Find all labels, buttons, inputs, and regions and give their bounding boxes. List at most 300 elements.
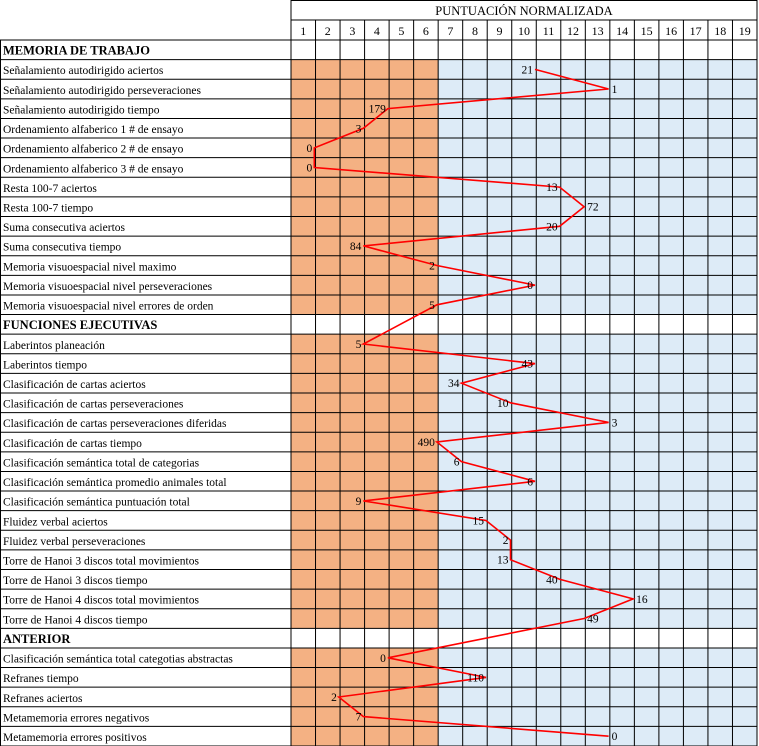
normal-band-cell xyxy=(512,99,537,119)
normal-band-cell xyxy=(512,393,537,413)
normal-band-cell xyxy=(610,570,635,590)
normal-band-cell xyxy=(708,452,733,472)
normal-band-cell xyxy=(487,452,512,472)
normal-band-cell xyxy=(708,236,733,256)
row-label: Memoria visuoespacial nivel errores de orden xyxy=(3,300,214,313)
low-band-cell xyxy=(389,726,414,746)
normal-band-cell xyxy=(487,177,512,197)
normal-band-cell xyxy=(561,373,586,393)
low-band-cell xyxy=(316,393,341,413)
normal-band-cell xyxy=(683,668,708,688)
normal-band-cell xyxy=(512,295,537,315)
normal-band-cell xyxy=(487,118,512,138)
score-value-label: 49 xyxy=(587,613,599,626)
normal-band-cell xyxy=(732,550,757,570)
row-label: Suma consecutiva tiempo xyxy=(3,241,122,254)
normal-band-cell xyxy=(634,373,659,393)
normal-band-cell xyxy=(610,138,635,158)
normal-band-cell xyxy=(732,275,757,295)
score-value-label: 16 xyxy=(636,593,648,606)
normal-band-cell xyxy=(634,334,659,354)
score-value-label: 110 xyxy=(467,672,484,685)
low-band-cell xyxy=(316,413,341,433)
low-band-cell xyxy=(291,256,316,276)
score-value-label: 0 xyxy=(527,280,534,293)
low-band-cell xyxy=(340,373,365,393)
normal-band-cell xyxy=(634,236,659,256)
low-band-cell xyxy=(316,373,341,393)
normal-band-cell xyxy=(585,177,610,197)
low-band-cell xyxy=(340,668,365,688)
normal-band-cell xyxy=(683,197,708,217)
low-band-cell xyxy=(414,570,439,590)
low-band-cell xyxy=(389,354,414,374)
normal-band-cell xyxy=(708,707,733,727)
normal-band-cell xyxy=(708,432,733,452)
normal-band-cell xyxy=(536,236,561,256)
normal-band-cell xyxy=(708,530,733,550)
low-band-cell xyxy=(365,118,390,138)
low-band-cell xyxy=(389,138,414,158)
normal-band-cell xyxy=(634,648,659,668)
row-label: Metamemoria errores positivos xyxy=(3,732,147,744)
normal-band-cell xyxy=(463,491,488,511)
score-value-label: 10 xyxy=(497,397,509,410)
row-label: Metamemoria errores negativos xyxy=(3,712,150,725)
low-band-cell xyxy=(389,609,414,629)
normal-band-cell xyxy=(659,256,684,276)
normal-band-cell xyxy=(536,158,561,178)
low-band-cell xyxy=(291,570,316,590)
normal-band-cell xyxy=(683,177,708,197)
x-tick-label: 6 xyxy=(422,24,429,38)
normal-band-cell xyxy=(438,648,463,668)
low-band-cell xyxy=(316,236,341,256)
score-value-label: 34 xyxy=(447,378,460,391)
normal-band-cell xyxy=(732,217,757,237)
row-label: Clasificación de cartas tiempo xyxy=(3,437,142,450)
normal-band-cell xyxy=(438,295,463,315)
low-band-cell xyxy=(316,511,341,531)
normal-band-cell xyxy=(512,491,537,511)
normal-band-cell xyxy=(659,99,684,119)
normal-band-cell xyxy=(634,570,659,590)
normal-band-cell xyxy=(463,236,488,256)
low-band-cell xyxy=(291,197,316,217)
low-band-cell xyxy=(340,393,365,413)
normal-band-cell xyxy=(536,707,561,727)
normal-band-cell xyxy=(512,177,537,197)
normal-band-cell xyxy=(732,452,757,472)
low-band-cell xyxy=(291,295,316,315)
normal-band-cell xyxy=(732,138,757,158)
normal-band-cell xyxy=(536,668,561,688)
low-band-cell xyxy=(389,236,414,256)
row-label: Señalamiento autodirigido aciertos xyxy=(3,65,164,78)
normal-band-cell xyxy=(634,687,659,707)
low-band-cell xyxy=(291,413,316,433)
normal-band-cell xyxy=(708,99,733,119)
low-band-cell xyxy=(340,177,365,197)
row-label: Clasificación semántica promedio animales total xyxy=(3,477,227,490)
normal-band-cell xyxy=(438,550,463,570)
normal-band-cell xyxy=(585,373,610,393)
normal-band-cell xyxy=(634,530,659,550)
normal-band-cell xyxy=(585,452,610,472)
normal-band-cell xyxy=(561,707,586,727)
low-band-cell xyxy=(316,138,341,158)
normal-band-cell xyxy=(634,707,659,727)
normal-band-cell xyxy=(561,589,586,609)
x-tick-label: 14 xyxy=(616,24,629,38)
normal-band-cell xyxy=(585,118,610,138)
low-band-cell xyxy=(340,471,365,491)
score-value-label: 2 xyxy=(502,535,509,548)
normal-band-cell xyxy=(561,275,586,295)
score-value-label: 3 xyxy=(355,123,362,136)
normal-band-cell xyxy=(512,197,537,217)
low-band-cell xyxy=(291,550,316,570)
low-band-cell xyxy=(340,589,365,609)
normal-band-cell xyxy=(585,60,610,80)
section-title: FUNCIONES EJECUTIVAS xyxy=(3,318,158,333)
low-band-cell xyxy=(365,197,390,217)
row-label: Señalamiento autodirigido perseveraciones xyxy=(3,84,201,97)
normal-band-cell xyxy=(536,197,561,217)
x-tick-label: 19 xyxy=(738,24,751,38)
row-label: Clasificación de cartas perseveraciones diferidas xyxy=(3,418,227,431)
normal-band-cell xyxy=(585,138,610,158)
normal-band-cell xyxy=(683,118,708,138)
x-tick-label: 2 xyxy=(324,24,331,38)
normal-band-cell xyxy=(438,413,463,433)
normal-band-cell xyxy=(438,236,463,256)
low-band-cell xyxy=(389,707,414,727)
normal-band-cell xyxy=(536,275,561,295)
normal-band-cell xyxy=(732,687,757,707)
normal-band-cell xyxy=(708,511,733,531)
normal-band-cell xyxy=(487,295,512,315)
normal-band-cell xyxy=(561,530,586,550)
normal-band-cell xyxy=(634,138,659,158)
normal-band-cell xyxy=(610,511,635,531)
normal-band-cell xyxy=(463,413,488,433)
normal-band-cell xyxy=(463,158,488,178)
normal-band-cell xyxy=(732,60,757,80)
normal-band-cell xyxy=(438,354,463,374)
normal-band-cell xyxy=(634,79,659,99)
normal-band-cell xyxy=(634,491,659,511)
low-band-cell xyxy=(414,138,439,158)
normal-band-cell xyxy=(585,432,610,452)
normal-band-cell xyxy=(512,648,537,668)
low-band-cell xyxy=(414,707,439,727)
normal-band-cell xyxy=(487,648,512,668)
normal-band-cell xyxy=(536,118,561,138)
normal-band-cell xyxy=(708,589,733,609)
normal-band-cell xyxy=(659,707,684,727)
x-tick-label: 5 xyxy=(398,24,405,38)
normal-band-cell xyxy=(512,236,537,256)
normal-band-cell xyxy=(561,217,586,237)
low-band-cell xyxy=(389,452,414,472)
normal-band-cell xyxy=(438,177,463,197)
score-value-label: 179 xyxy=(368,103,386,116)
normal-band-cell xyxy=(610,236,635,256)
normal-band-cell xyxy=(683,354,708,374)
normal-band-cell xyxy=(512,609,537,629)
normal-band-cell xyxy=(732,491,757,511)
low-band-cell xyxy=(316,471,341,491)
score-value-label: 0 xyxy=(611,731,618,744)
normal-band-cell xyxy=(561,334,586,354)
low-band-cell xyxy=(316,648,341,668)
normal-band-cell xyxy=(512,118,537,138)
normal-band-cell xyxy=(512,138,537,158)
normal-band-cell xyxy=(561,158,586,178)
row-label: Ordenamiento alfaberico 3 # de ensayo xyxy=(3,163,184,176)
normal-band-cell xyxy=(463,648,488,668)
normal-band-cell xyxy=(487,79,512,99)
normal-band-cell xyxy=(463,726,488,746)
normal-band-cell xyxy=(732,177,757,197)
normal-band-cell xyxy=(561,393,586,413)
normal-band-cell xyxy=(708,177,733,197)
normal-band-cell xyxy=(610,707,635,727)
normal-band-cell xyxy=(536,511,561,531)
score-value-label: 9 xyxy=(355,495,362,508)
low-band-cell xyxy=(291,79,316,99)
score-value-label: 5 xyxy=(429,299,435,312)
normal-band-cell xyxy=(536,491,561,511)
normal-band-cell xyxy=(708,197,733,217)
normal-band-cell xyxy=(438,589,463,609)
normal-band-cell xyxy=(536,60,561,80)
normal-band-cell xyxy=(683,648,708,668)
normal-band-cell xyxy=(585,511,610,531)
normal-band-cell xyxy=(634,393,659,413)
normal-band-cell xyxy=(634,217,659,237)
normal-band-cell xyxy=(732,393,757,413)
low-band-cell xyxy=(365,373,390,393)
normal-band-cell xyxy=(463,570,488,590)
low-band-cell xyxy=(389,432,414,452)
normal-band-cell xyxy=(585,471,610,491)
normal-band-cell xyxy=(659,687,684,707)
normal-band-cell xyxy=(463,334,488,354)
low-band-cell xyxy=(340,570,365,590)
score-value-label: 84 xyxy=(349,240,362,253)
normal-band-cell xyxy=(536,726,561,746)
low-band-cell xyxy=(316,550,341,570)
low-band-cell xyxy=(365,530,390,550)
normal-band-cell xyxy=(463,432,488,452)
normal-band-cell xyxy=(732,236,757,256)
normal-band-cell xyxy=(683,217,708,237)
low-band-cell xyxy=(389,471,414,491)
normal-band-cell xyxy=(732,471,757,491)
low-band-cell xyxy=(291,354,316,374)
normal-band-cell xyxy=(463,393,488,413)
row-label: Resta 100-7 tiempo xyxy=(3,202,94,215)
low-band-cell xyxy=(291,275,316,295)
normal-band-cell xyxy=(512,668,537,688)
score-value-label: 0 xyxy=(306,142,313,155)
normal-band-cell xyxy=(708,570,733,590)
low-band-cell xyxy=(291,530,316,550)
normal-band-cell xyxy=(561,726,586,746)
normal-band-cell xyxy=(634,354,659,374)
x-tick-label: 13 xyxy=(591,24,604,38)
normal-band-cell xyxy=(683,589,708,609)
normal-band-cell xyxy=(585,256,610,276)
normal-band-cell xyxy=(438,138,463,158)
normal-band-cell xyxy=(683,295,708,315)
normal-band-cell xyxy=(438,158,463,178)
normal-band-cell xyxy=(487,589,512,609)
normal-band-cell xyxy=(683,393,708,413)
normal-band-cell xyxy=(438,726,463,746)
normal-band-cell xyxy=(634,550,659,570)
low-band-cell xyxy=(291,432,316,452)
normal-band-cell xyxy=(708,373,733,393)
low-band-cell xyxy=(414,197,439,217)
normal-band-cell xyxy=(512,373,537,393)
low-band-cell xyxy=(291,393,316,413)
score-value-label: 13 xyxy=(497,554,509,567)
normal-band-cell xyxy=(512,256,537,276)
low-band-cell xyxy=(316,570,341,590)
low-band-cell xyxy=(316,432,341,452)
normal-band-cell xyxy=(659,726,684,746)
low-band-cell xyxy=(365,511,390,531)
normal-band-cell xyxy=(634,60,659,80)
row-label: Refranes aciertos xyxy=(3,692,83,705)
score-value-label: 0 xyxy=(380,652,386,665)
normal-band-cell xyxy=(463,452,488,472)
score-value-label: 21 xyxy=(521,64,534,77)
normal-band-cell xyxy=(561,118,586,138)
normal-band-cell xyxy=(561,687,586,707)
row-label: Torre de Hanoi 4 discos tiempo xyxy=(3,614,148,627)
normal-band-cell xyxy=(659,550,684,570)
low-band-cell xyxy=(316,217,341,237)
normal-band-cell xyxy=(708,354,733,374)
low-band-cell xyxy=(389,177,414,197)
normal-band-cell xyxy=(708,79,733,99)
normal-band-cell xyxy=(512,589,537,609)
low-band-cell xyxy=(340,452,365,472)
low-band-cell xyxy=(291,707,316,727)
low-band-cell xyxy=(389,334,414,354)
normal-band-cell xyxy=(561,60,586,80)
normal-band-cell xyxy=(585,491,610,511)
low-band-cell xyxy=(414,589,439,609)
low-band-cell xyxy=(316,726,341,746)
low-band-cell xyxy=(414,550,439,570)
low-band-cell xyxy=(291,471,316,491)
normal-band-cell xyxy=(634,256,659,276)
low-band-cell xyxy=(316,668,341,688)
x-tick-label: 7 xyxy=(447,24,454,38)
normal-band-cell xyxy=(463,530,488,550)
normal-band-cell xyxy=(487,60,512,80)
normal-band-cell xyxy=(732,256,757,276)
score-value-label: 0 xyxy=(306,162,313,175)
normal-band-cell xyxy=(610,668,635,688)
low-band-cell xyxy=(316,452,341,472)
normal-band-cell xyxy=(561,511,586,531)
low-band-cell xyxy=(389,118,414,138)
low-band-cell xyxy=(414,177,439,197)
score-value-label: 40 xyxy=(546,574,558,587)
x-tick-label: 10 xyxy=(518,24,530,38)
row-label: Torre de Hanoi 3 discos total movimientos xyxy=(3,555,199,568)
low-band-cell xyxy=(316,609,341,629)
low-band-cell xyxy=(340,138,365,158)
low-band-cell xyxy=(389,275,414,295)
normal-band-cell xyxy=(561,471,586,491)
low-band-cell xyxy=(291,118,316,138)
score-value-label: 490 xyxy=(417,437,435,450)
low-band-cell xyxy=(389,570,414,590)
low-band-cell xyxy=(414,609,439,629)
normal-band-cell xyxy=(610,550,635,570)
low-band-cell xyxy=(365,177,390,197)
normal-band-cell xyxy=(634,118,659,138)
low-band-cell xyxy=(316,589,341,609)
low-band-cell xyxy=(414,79,439,99)
low-band-cell xyxy=(316,197,341,217)
low-band-cell xyxy=(414,413,439,433)
low-band-cell xyxy=(316,256,341,276)
normal-band-cell xyxy=(732,432,757,452)
normal-band-cell xyxy=(512,550,537,570)
normal-band-cell xyxy=(659,177,684,197)
normal-band-cell xyxy=(659,393,684,413)
row-label: Ordenamiento alfaberico 1 # de ensayo xyxy=(3,124,184,137)
low-band-cell xyxy=(365,256,390,276)
normal-band-cell xyxy=(634,511,659,531)
normal-band-cell xyxy=(634,158,659,178)
normal-band-cell xyxy=(438,118,463,138)
normal-band-cell xyxy=(585,236,610,256)
normal-band-cell xyxy=(634,668,659,688)
normal-band-cell xyxy=(536,432,561,452)
normal-band-cell xyxy=(585,687,610,707)
normal-band-cell xyxy=(536,99,561,119)
normal-band-cell xyxy=(487,687,512,707)
normal-band-cell xyxy=(708,295,733,315)
normal-band-cell xyxy=(683,432,708,452)
low-band-cell xyxy=(316,79,341,99)
low-band-cell xyxy=(365,393,390,413)
x-tick-label: 11 xyxy=(542,24,555,38)
normal-band-cell xyxy=(463,79,488,99)
normal-band-cell xyxy=(732,295,757,315)
normal-band-cell xyxy=(683,491,708,511)
normal-band-cell xyxy=(634,275,659,295)
normal-band-cell xyxy=(659,275,684,295)
normal-band-cell xyxy=(659,589,684,609)
low-band-cell xyxy=(340,354,365,374)
normal-band-cell xyxy=(487,99,512,119)
normal-band-cell xyxy=(536,138,561,158)
normal-band-cell xyxy=(512,570,537,590)
x-tick-label: 18 xyxy=(714,24,727,38)
normal-band-cell xyxy=(659,511,684,531)
normal-band-cell xyxy=(683,726,708,746)
